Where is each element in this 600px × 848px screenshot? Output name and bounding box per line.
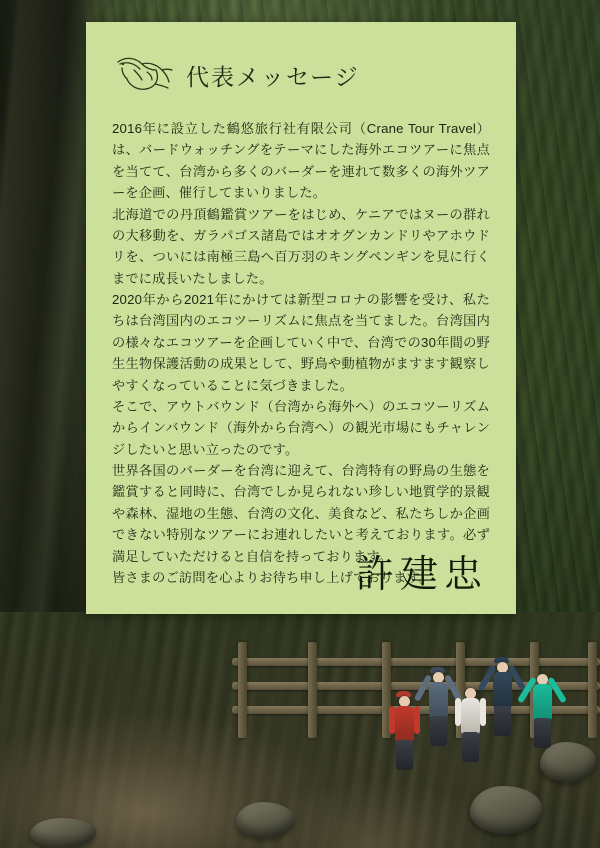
message-paragraph: 世界各国のバーダーを台湾に迎えて、台湾特有の野鳥の生態を鑑賞すると同時に、台湾でしか見られない珍しい地質学的景観や森林、湿地の生態、台湾の文化、美食など、私たちしか企画できない特別なツアーにお連れしたいと考えております。必ず満足していただけると自信を持っております。 (112, 463, 490, 564)
message-paragraph: 皆さまのご訪問を心よりお待ち申し上げております。 (112, 569, 433, 585)
hikers-group (380, 632, 580, 772)
swallow-bird-icon (112, 52, 174, 98)
page-title: 代表メッセージ (186, 64, 360, 90)
message-paragraph: 2020年から2021年にかけては新型コロナの影響を受け、私たちは台湾国内のエコツーリズムに焦点を当てました。台湾国内の様々なエコツアーを企画していく中で、台湾での30年間の野生生物保護活動の成果として、野鳥や動植物がますます観察しやすくなっていることに気づきました。 (112, 292, 490, 393)
message-paragraph: そこで、アウトバウンド（台湾から海外へ）のエコツーリズムからインバウンド（海外から台湾へ）の観光市場にもチャレンジしたいと思い立ったのです。 (112, 398, 490, 457)
message-body (112, 118, 490, 588)
card-header (112, 44, 490, 106)
signature: 許建忠 (355, 554, 488, 596)
message-paragraph: 北海道での丹頂鶴鑑賞ツアーをはじめ、ケニアではヌーの群れの大移動を、ガラパゴス諸島ではオオグンカンドリやアホウドリを、ついには南極三島へ百万羽のキングペンギンを見に行くまでに成長いたしました。 (112, 206, 490, 286)
message-paragraph: 2016年に設立した鶴悠旅行社有限公司（Crane Tour Travel）は、バードウォッチングをテーマにした海外エコツアーに焦点を当てて、台湾から多くのバーダーを連れて数多くの海外ツアーを企画、催行してまいりました。 (112, 121, 490, 201)
message-card (86, 22, 516, 614)
